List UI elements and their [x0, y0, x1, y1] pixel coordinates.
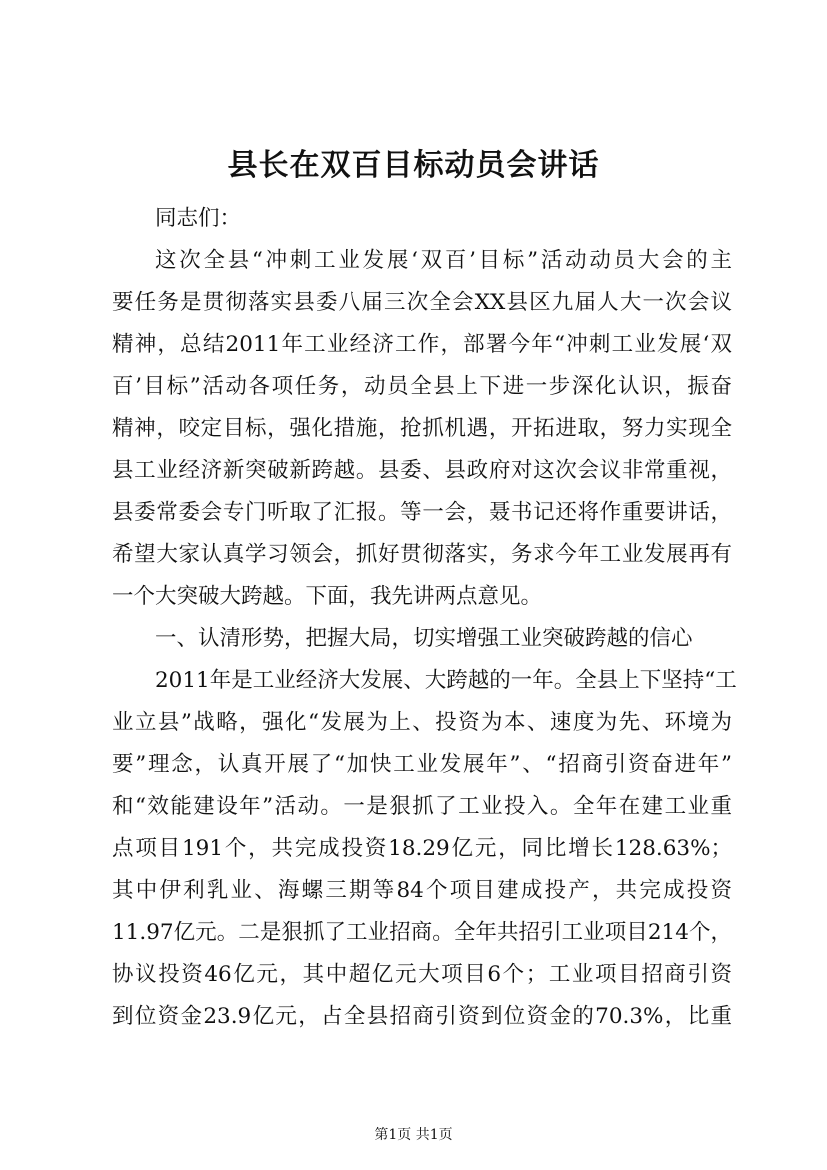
text-line: 县工业经济新突破新跨越。县委、县政府对这次会议非常重视， [112, 458, 732, 483]
text-line: 精神，总结2011年工业经济工作，部署今年“冲刺工业发展‘双 [112, 332, 732, 357]
text-line: 2011年是工业经济大发展、大跨越的一年。全县上下坚持“工 [155, 668, 737, 693]
text-line: 县委常委会专门听取了汇报。等一会，聂书记还将作重要讲话， [112, 500, 732, 525]
page-footer: 第1页 共1页 [374, 1127, 453, 1143]
text-line: 同志们： [155, 206, 242, 231]
text-line: 希望大家认真学习领会，抓好贯彻落实，务求今年工业发展再有 [112, 542, 732, 567]
text-line: 到位资金23.9亿元，占全县招商引资到位资金的70.3%，比重 [112, 1004, 732, 1029]
text-line: 点项目191个，共完成投资18.29亿元，同比增长128.63%； [112, 836, 732, 861]
text-line: 百’目标”活动各项任务，动员全县上下进一步深化认识，振奋 [112, 374, 732, 399]
text-line: 和“效能建设年”活动。一是狠抓了工业投入。全年在建工业重 [112, 794, 732, 819]
text-line: 11.97亿元。二是狠抓了工业招商。全年共招引工业项目214个， [112, 920, 732, 945]
text-line: 一个大突破大跨越。下面，我先讲两点意见。 [112, 584, 543, 609]
text-line: 一、认清形势，把握大局，切实增强工业突破跨越的信心 [155, 626, 693, 651]
text-line: 协议投资46亿元，其中超亿元大项目6个；工业项目招商引资 [112, 962, 732, 987]
text-line: 要任务是贯彻落实县委八届三次全会XX县区九届人大一次会议 [112, 290, 732, 315]
text-line: 其中伊利乳业、海螺三期等84个项目建成投产，共完成投资 [112, 878, 732, 903]
document-body [112, 198, 737, 1038]
text-line: 精神，咬定目标，强化措施，抢抓机遇，开拓进取，努力实现全 [112, 416, 732, 441]
text-line: 这次全县“冲刺工业发展‘双百’目标”活动动员大会的主 [155, 248, 732, 273]
text-line: 业立县”战略，强化“发展为上、投资为本、速度为先、环境为 [112, 710, 732, 735]
document-title: 县长在双百目标动员会讲话 [227, 148, 600, 183]
text-line: 要”理念，认真开展了“加快工业发展年”、“招商引资奋进年” [112, 752, 732, 777]
